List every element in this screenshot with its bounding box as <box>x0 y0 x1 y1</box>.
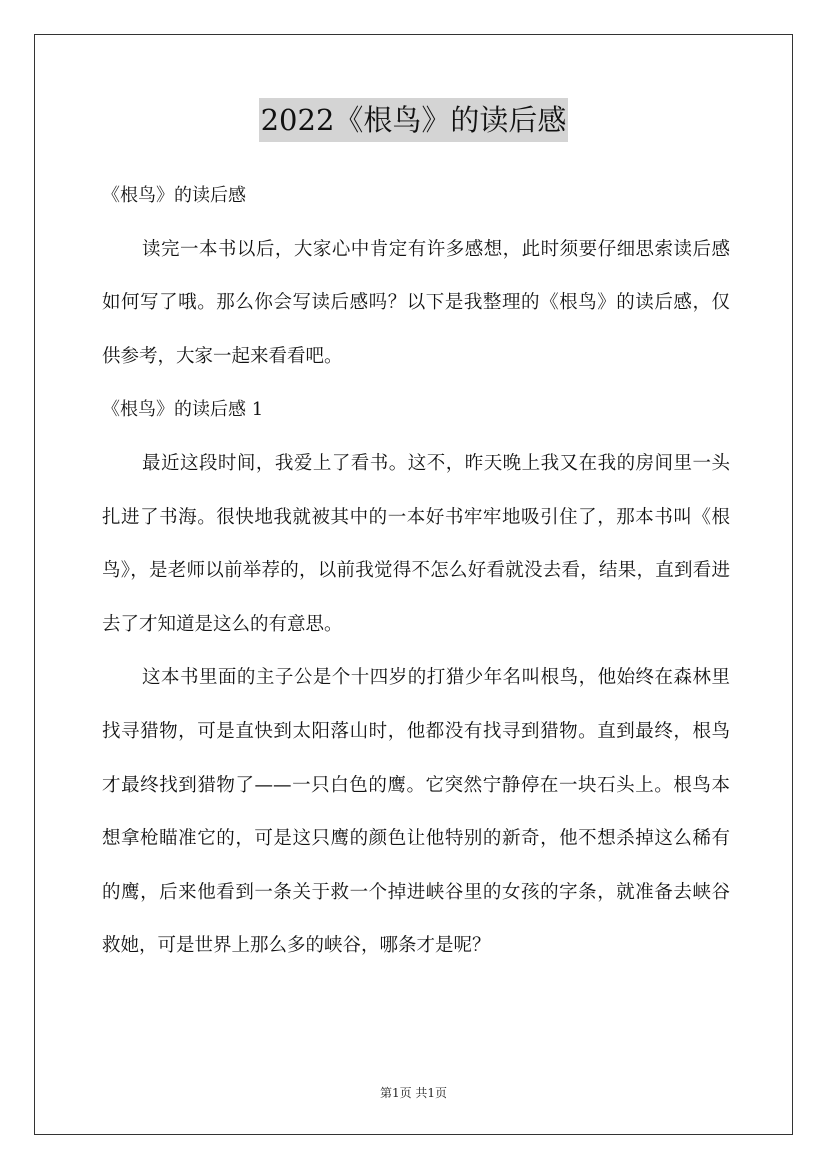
body-paragraph-1: 最近这段时间，我爱上了看书。这不，昨天晚上我又在我的房间里一头扎进了书海。很快地我就被其中的一本好书牢牢地吸引住了，那本书叫《根鸟》，是老师以前举荐的，以前我觉得不怎么好看就没去看，结果，直到看进去了才知道是这么的有意思。 <box>102 452 730 635</box>
body-paragraph-2: 这本书里面的主子公是个十四岁的打猎少年名叫根鸟，他始终在森林里找寻猎物，可是直快到太阳落山时，他都没有找寻到猎物。直到最终，根鸟才最终找到猎物了——一只白色的鹰。它突然宁静停在一块石头上。根鸟本想拿枪瞄准它的，可是这只鹰的颜色让他特别的新奇，他不想杀掉这么稀有的鹰，后来他看到一条关于救一个掉进峡谷里的女孩的字条，就准备去峡谷救她，可是世界上那么多的峡谷，哪条才是呢？ <box>102 667 730 957</box>
intro-paragraph: 读完一本书以后，大家心中肯定有许多感想，此时须要仔细思索读后感如何写了哦。那么你会写读后感吗？以下是我整理的《根鸟》的读后感，仅供参考，大家一起来看看吧。 <box>102 238 730 367</box>
document-title: 2022《根鸟》的读后感 <box>259 98 569 142</box>
section-heading: 《根鸟》的读后感 1 <box>102 399 264 421</box>
page-footer: 第1页 共1页 <box>379 1086 448 1100</box>
document-subtitle: 《根鸟》的读后感 <box>102 185 246 206</box>
title-container <box>0 98 827 142</box>
document-body <box>102 169 730 973</box>
